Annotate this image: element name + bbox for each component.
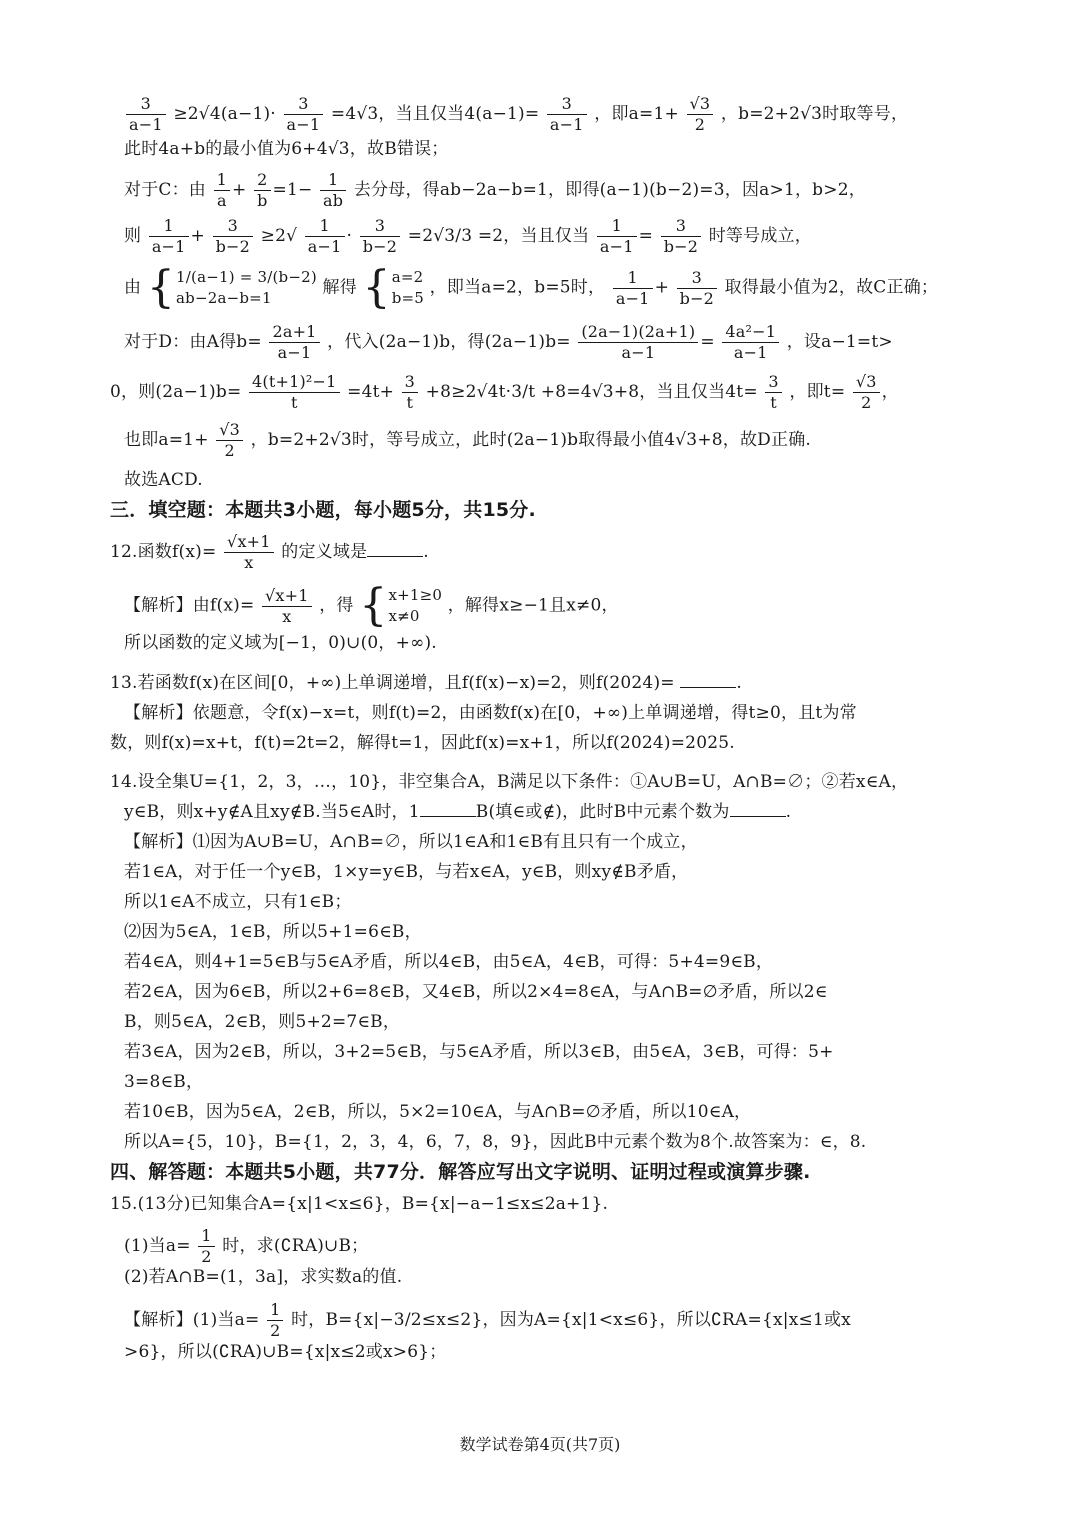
answer-14-line: 3=8∈B， [124,1072,204,1092]
fraction: $\frac{1}{a}$ [214,170,230,211]
question-14-line: y∈B，则x+y∉A且xy∉B.当5∈A时，1 B(填∈或∉)，此时B中元素个数为 . [124,802,792,822]
question-15: 15.(13分)已知集合A={x|1<x≤6}，B={x|−a−1≤x≤2a+1}. [110,1194,609,1214]
section-heading: 三．填空题：本题共3小题，每小题5分，共15分. [110,499,536,521]
answer-blank [730,800,786,817]
fraction: $\frac{3}{b-2}$ [661,216,701,257]
fraction: $\frac{1}{a-1}$ [305,216,345,257]
question-13: 13.若函数f(x)在区间[0，+∞)上单调递增，且f(f(x)−x)=2，则f(2024)= . [110,673,742,693]
equation-system: x+1≥0 x≠0 [388,586,443,625]
answer-14-line: 所以A={5，10}，B={1，2，3，4，6，7，8，9}，因此B中元素个数为8个.故答案为：∈，8. [124,1132,867,1152]
fraction: $\frac{1}{2}$ [198,1226,214,1267]
fraction: $\frac{(2a-1)(2a+1)}{a-1}$ [578,322,698,363]
section-heading: 四、解答题：本题共5小题，共77分．解答应写出文字说明、证明过程或演算步骤. [110,1161,811,1183]
fraction: $\frac{1}{a-1}$ [613,268,653,309]
answer-14-line: B，则5∈A，2∈B，则5+2=7∈B， [124,1012,401,1032]
answer-13: 【解析】依题意，令f(x)−x=t，则f(t)=2，由函数f(x)在[0，+∞)上单调递增，得t≥0，且t为常 [124,703,857,723]
solution-line: 则 $\frac{1}{a-1}$ + $\frac{3}{b-2}$ ≥2√ $\frac{1}{a-1}$ · $\frac{3}{b-2}$ =2√3/3 =2，当且仅当 $\frac{1}{a-1}$ = $\frac{3}{b-2}$ 时等号成立， [124,216,812,256]
fraction: $\frac{3}{a-1}$ [126,94,166,135]
solution-line: 由 { 1/(a−1) = 3/(b−2) ab−2a−b=1 解得 { a=2 b=5 ，即当a=2，b=5时， $\frac{1}{a-1}$ + $\frac{3}{b-2}$ 取得最小值为2，故C正确； [124,262,939,313]
question-15-part1: (1)当a= $\frac{1}{2}$ 时，求(∁RA)∪B； [124,1226,369,1266]
fraction: $\frac{3}{t}$ [765,372,781,413]
answer-14-line: 【解析】⑴因为A∪B=U，A∩B=∅，所以1∈A和1∈B有且只有一个成立， [124,832,698,852]
solution-line: 对于C：由 $\frac{1}{a}$ + $\frac{2}{b}$ =1− $\frac{1}{ab}$ 去分母，得ab−2a−b=1，即得(a−1)(b−2)=3，因a>1，b>2， [124,170,866,210]
answer-blank [367,540,423,557]
fraction: $\frac{√3}{2}$ [853,372,880,413]
answer-14-line: 若4∈A，则4+1=5∈B与5∈A矛盾，所以4∈B，由5∈A，4∈B，可得：5+4=9∈B， [124,952,774,972]
fraction: $\frac{3}{b-2}$ [360,216,400,257]
solution-line: 此时4a+b的最小值为6+4√3，故B错误； [124,139,449,159]
answer-12: 【解析】由f(x)= $\frac{√x+1}{x}$ ，得 { x+1≥0 x≠0 ，解得x≥−1且x≠0， [124,580,619,631]
equation-system: a=2 b=5 [391,268,425,307]
solution-line: 故选ACD. [124,470,203,490]
answer-14-line: 若10∈B，因为5∈A，2∈B，所以，5×2=10∈A，与A∩B=∅矛盾，所以10∈A， [124,1102,752,1122]
question-14: 14.设全集U={1，2，3，…，10}，非空集合A，B满足以下条件：①A∪B=U，A∩B=∅；②若x∈A， [110,772,909,792]
solution-line: 0，则(2a−1)b= $\frac{\text{4(t+1)²−1}}{t}$ =4t+ $\frac{3}{t}$ +8≥2√4t·3/t +8=4√3+8，当且仅当4t= $\frac{3}{t}$ ，即t= $\frac{√3}{2}$ ， [110,372,899,412]
left-brace: { [146,262,176,313]
page-footer: 数学试卷第4页(共7页) [459,1435,621,1454]
fraction: $\frac{√x+1}{x}$ [224,532,274,573]
answer-14-line: ⑵因为5∈A，1∈B，所以5+1=6∈B， [124,922,422,942]
fraction: $\frac{1}{2}$ [267,1300,283,1341]
answer-14-line: 所以1∈A不成立，只有1∈B； [124,892,352,912]
answer-blank [420,800,476,817]
answer-13-line: 数，则f(x)=x+t，f(t)=2t=2，解得t=1，因此f(x)=x+1，所以f(2024)=2025. [110,733,735,753]
fraction: $\frac{√3}{2}$ [216,420,243,461]
left-brace: { [359,580,388,631]
fraction: $\frac{1}{ab}$ [320,170,346,211]
answer-blank [680,671,736,688]
fraction: $\frac{2}{b}$ [254,170,270,211]
answer-14-line: 若3∈A，因为2∈B，所以，3+2=5∈B，与5∈A矛盾，所以3∈B，由5∈A，3∈B，可得：5+ [124,1042,834,1062]
left-brace: { [362,262,391,313]
question-12: 12.函数f(x)= $\frac{√x+1}{x}$ 的定义域是 . [110,532,429,572]
equation-system: 1/(a−1) = 3/(b−2) ab−2a−b=1 [176,268,317,307]
fraction: $\frac{\text{4(t+1)²−1}}{t}$ [249,372,339,413]
fraction: $\frac{√x+1}{x}$ [262,586,312,627]
solution-line: $\frac{3}{a-1}$ ≥2√4(a−1)· $\frac{3}{a-1}$ =4√3，当且仅当4(a−1)= $\frac{3}{a-1}$ ，即a=1+ $\frac{√3}{2}$ ，b=2+2√3时取等号， [124,94,908,135]
fraction: $\frac{√3}{2}$ [687,94,714,135]
fraction: $\frac{3}{a-1}$ [284,94,324,135]
answer-15: 【解析】(1)当a= $\frac{1}{2}$ 时，B={x|−3/2≤x≤2}，因为A={x|1<x≤6}，所以∁RA={x|x≤1或x [124,1300,851,1340]
answer-14-line: 若1∈A，对于任一个y∈B，1×y=y∈B，与若x∈A，y∈B，则xy∉B矛盾， [124,862,689,882]
answer-14-line: 若2∈A，因为6∈B，所以2+6=8∈B，又4∈B，所以2×4=8∈A，与A∩B=∅矛盾，所以2∈ [124,982,828,1002]
answer-12-line: 所以函数的定义域为[−1，0)∪(0，+∞). [124,633,437,653]
fraction: $\frac{1}{a-1}$ [149,216,189,257]
fraction: $\frac{\text{4a²−1}}{a-1}$ [722,322,779,363]
fraction: $\frac{1}{a-1}$ [597,216,637,257]
question-15-part2: (2)若A∩B=(1，3a]，求实数a的值. [124,1267,403,1287]
solution-line: 对于D：由A得b= $\frac{2a+1}{a-1}$ ，代入(2a−1)b，得(2a−1)b= $\frac{(2a-1)(2a+1)}{a-1}$ = $\frac{\text{4a²−1}}{a-1}$ ，设a−1=t> [124,322,893,362]
fraction: $\frac{3}{a-1}$ [547,94,587,135]
answer-15-line: >6}，所以(∁RA)∪B={x|x≤2或x>6}； [124,1342,447,1362]
solution-line: 也即a=1+ $\frac{√3}{2}$ ，b=2+2√3时，等号成立，此时(2a−1)b取得最小值4√3+8，故D正确. [124,420,812,460]
fraction: $\frac{3}{b-2}$ [677,268,717,309]
fraction: $\frac{3}{b-2}$ [213,216,253,257]
fraction: $\frac{2a+1}{a-1}$ [269,322,319,363]
fraction: $\frac{3}{t}$ [402,372,418,413]
